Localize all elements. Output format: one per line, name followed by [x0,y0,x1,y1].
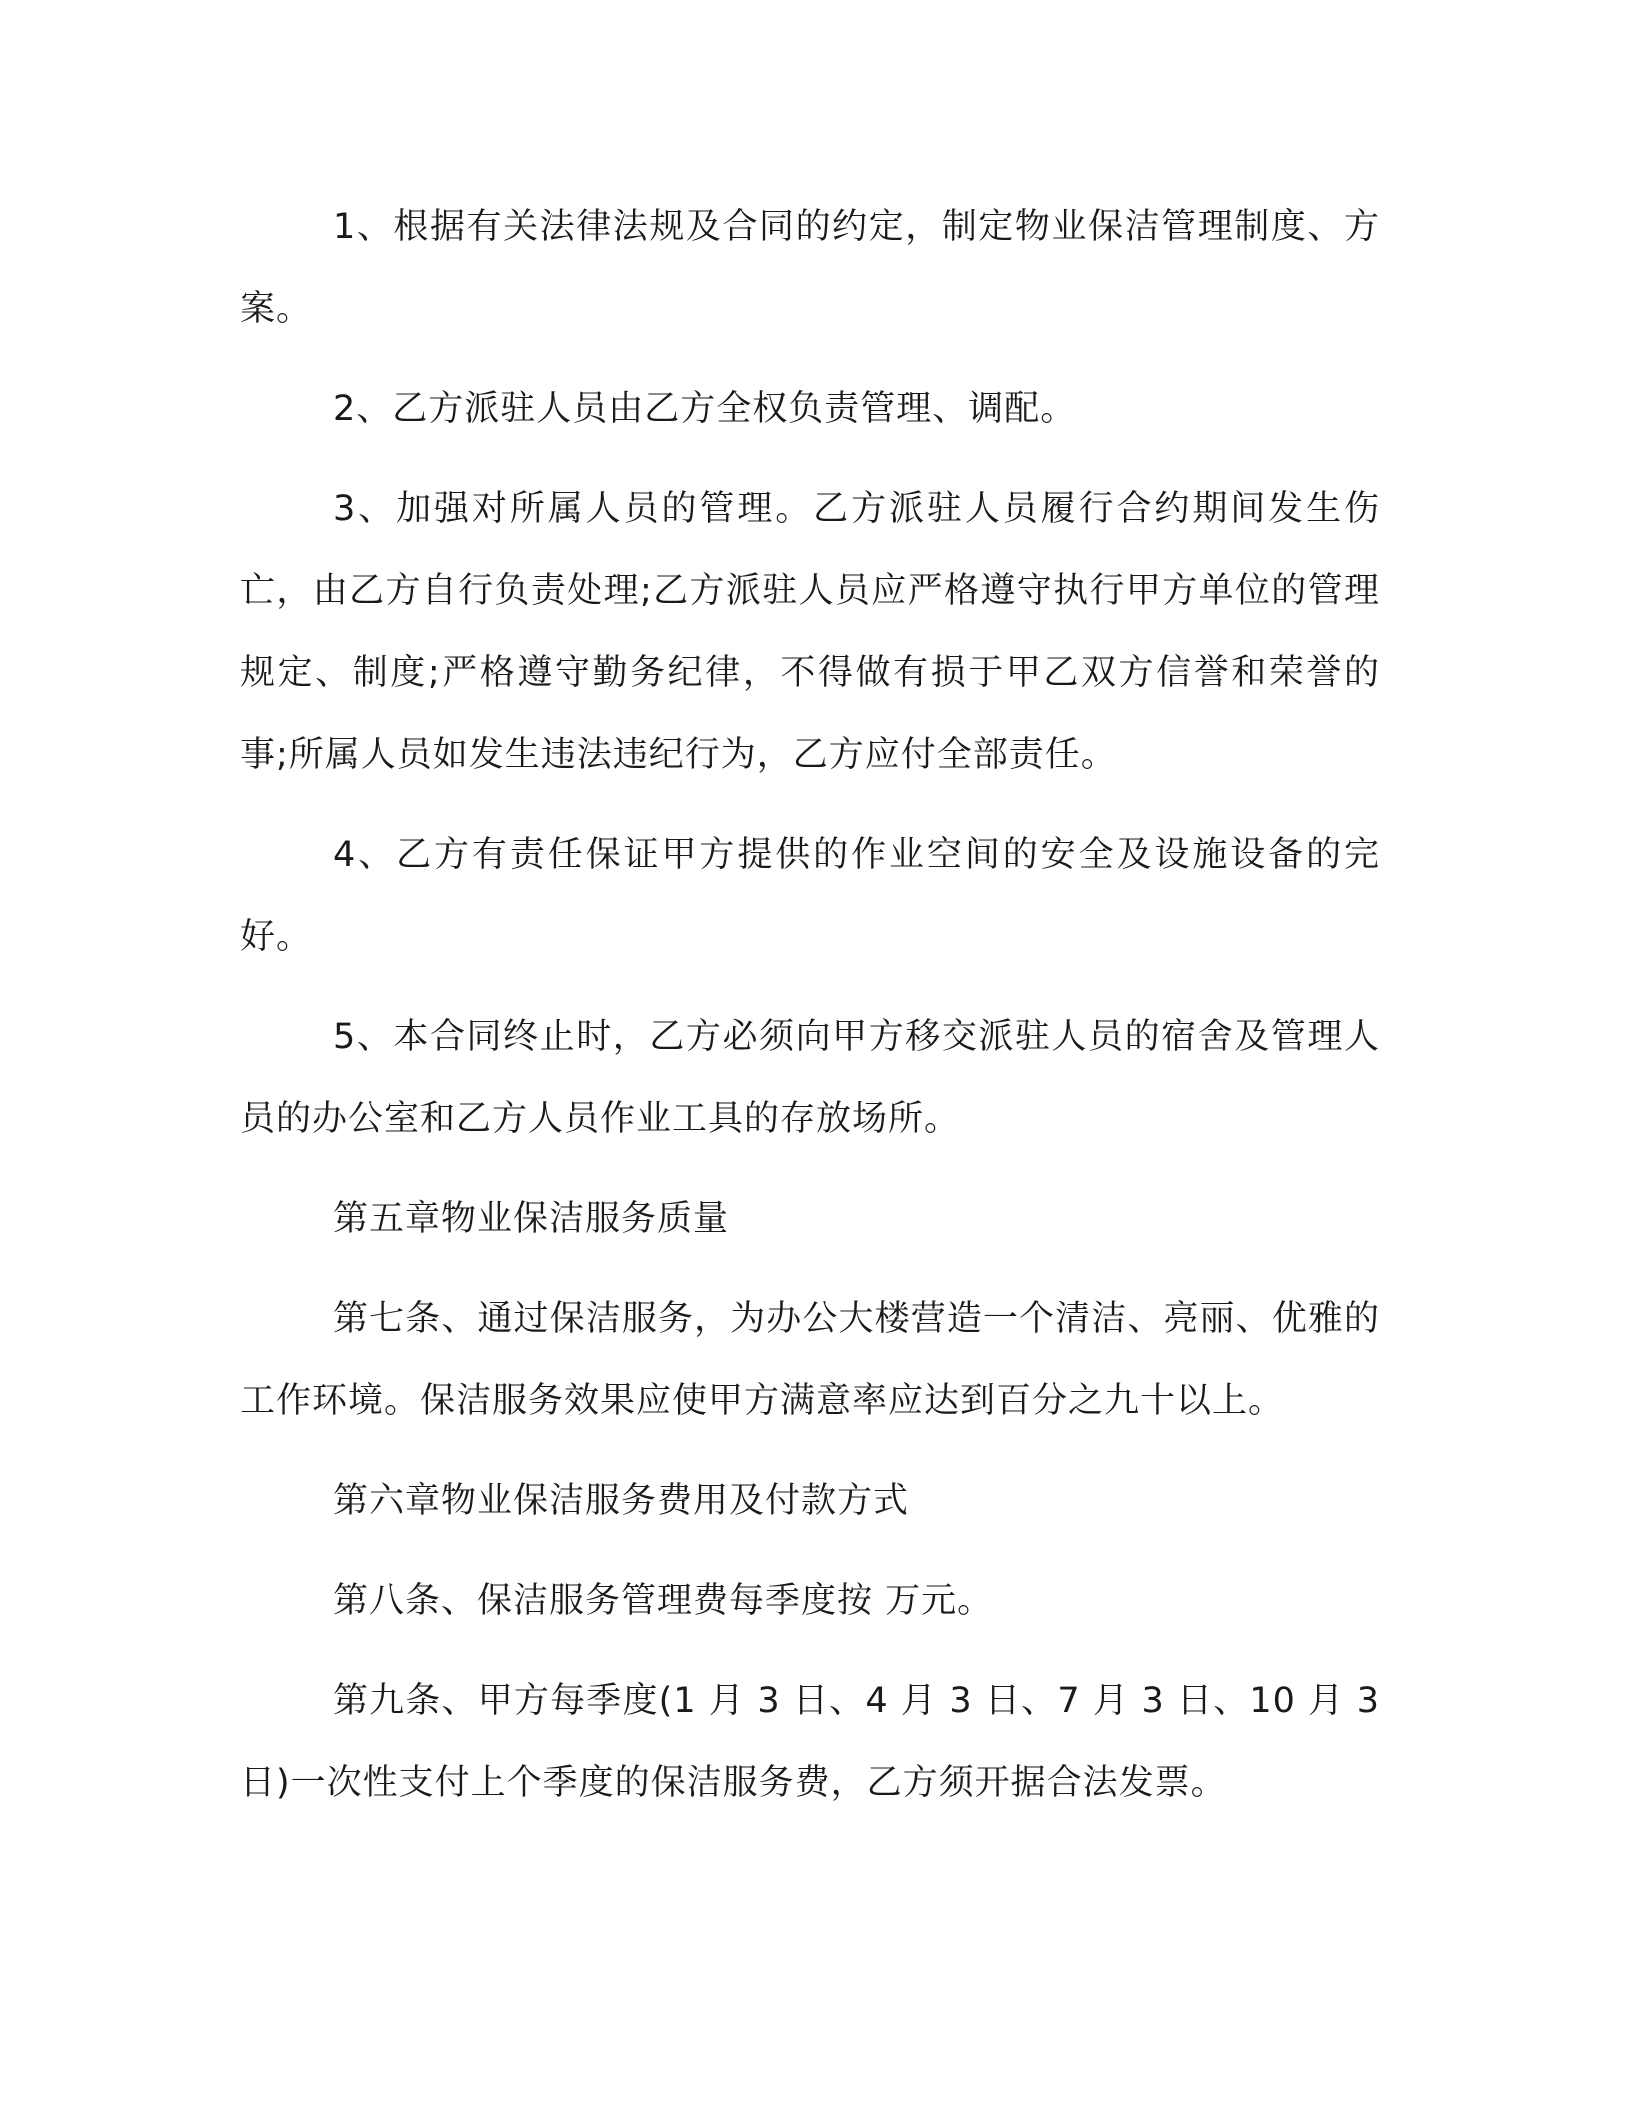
clause-2: 2、乙方派驻人员由乙方全权负责管理、调配。 [333,389,1077,429]
document-body [240,186,1380,1824]
clause-4: 4、乙方有责任保证甲方提供的作业空间的安全及设施设备的完好。 [240,835,1380,957]
article-7: 第七条、通过保洁服务，为办公大楼营造一个清洁、亮丽、优雅的工作环境。保洁服务效果应使甲方满意率应达到百分之九十以上。 [240,1299,1380,1421]
chapter-5-heading: 第五章物业保洁服务质量 [333,1199,730,1239]
clause-3: 3、加强对所属人员的管理。乙方派驻人员履行合约期间发生伤亡，由乙方自行负责处理;乙方派驻人员应严格遵守执行甲方单位的管理规定、制度;严格遵守勤务纪律，不得做有损于甲乙双方信誉和荣誉的事;所属人员如发生违法违纪行为，乙方应付全部责任。 [240,489,1380,775]
clause-1: 1、根据有关法律法规及合同的约定，制定物业保洁管理制度、方案。 [240,207,1380,329]
article-8: 第八条、保洁服务管理费每季度按 万元。 [333,1581,994,1621]
chapter-6-heading: 第六章物业保洁服务费用及付款方式 [333,1481,910,1521]
clause-5: 5、本合同终止时，乙方必须向甲方移交派驻人员的宿舍及管理人员的办公室和乙方人员作业工具的存放场所。 [240,1017,1380,1139]
article-9: 第九条、甲方每季度(1 月 3 日、4 月 3 日、7 月 3 日、10 月 3 日)一次性支付上个季度的保洁服务费，乙方须开据合法发票。 [240,1681,1380,1803]
